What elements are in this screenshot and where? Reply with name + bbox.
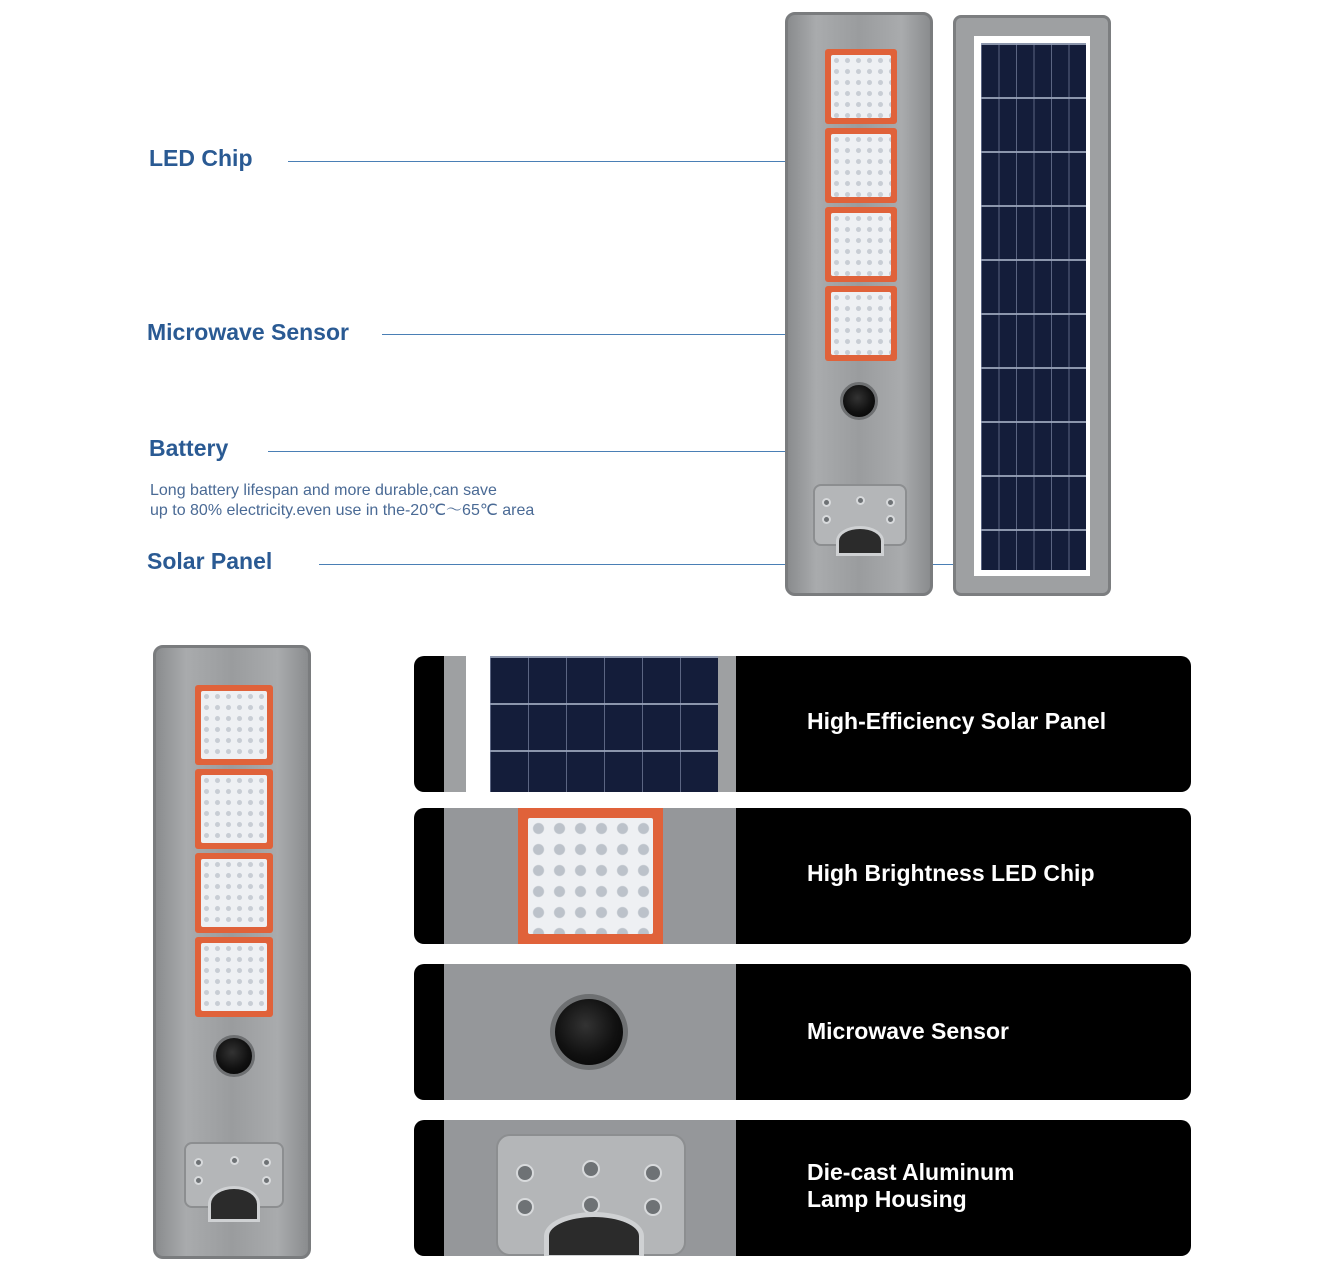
feature-title-microwave-sensor: Microwave Sensor — [807, 1018, 1009, 1044]
solar-panel-label: Solar Panel — [147, 548, 273, 574]
microwave-sensor-lens — [840, 382, 878, 420]
led-chip-label: LED Chip — [149, 145, 253, 171]
pole-socket — [836, 526, 884, 556]
feature-card-led-chip — [414, 808, 1191, 944]
battery-label: Battery — [149, 435, 229, 461]
microwave-sensor-label: Microwave Sensor — [147, 319, 349, 345]
battery-description — [150, 481, 534, 521]
lamp-housing-closeup — [444, 1120, 736, 1256]
microwave-sensor-closeup — [444, 964, 736, 1100]
solar-panel-closeup — [444, 656, 736, 792]
led-module-large-4 — [195, 937, 273, 1017]
solar-panel-back-view — [953, 15, 1111, 596]
led-module-large-3 — [195, 853, 273, 933]
feature-title-lamp-housing-line1: Die-cast Aluminum — [807, 1159, 1015, 1185]
lamp-front-view — [785, 12, 933, 596]
feature-title-led-chip: High Brightness LED Chip — [807, 860, 1095, 886]
pole-socket-large — [208, 1186, 260, 1222]
led-module-large-2 — [195, 769, 273, 849]
battery-leader-line — [268, 451, 854, 452]
feature-title-lamp-housing-line2: Lamp Housing — [807, 1186, 967, 1212]
microwave-sensor-leader-line — [382, 334, 854, 335]
led-chip-leader-line — [288, 161, 848, 162]
led-module-large-1 — [195, 685, 273, 765]
feature-card-microwave-sensor — [414, 964, 1191, 1100]
led-module-3 — [825, 207, 897, 282]
battery-description-line1: Long battery lifespan and more durable,can save — [150, 482, 497, 499]
solar-cells — [981, 43, 1086, 570]
led-chip-closeup — [444, 808, 736, 944]
led-module-4 — [825, 286, 897, 361]
feature-card-lamp-housing — [414, 1120, 1191, 1256]
led-module-1 — [825, 49, 897, 124]
feature-title-solar-panel: High-Efficiency Solar Panel — [807, 708, 1107, 734]
microwave-sensor-lens-large — [213, 1035, 255, 1077]
feature-card-solar-panel — [414, 656, 1191, 792]
led-module-2 — [825, 128, 897, 203]
feature-title-lamp-housing — [807, 1159, 1014, 1213]
lamp-front-view-large — [153, 645, 311, 1259]
battery-description-line2: up to 80% electricity.even use in the-20℃～65℃ area — [150, 502, 535, 519]
